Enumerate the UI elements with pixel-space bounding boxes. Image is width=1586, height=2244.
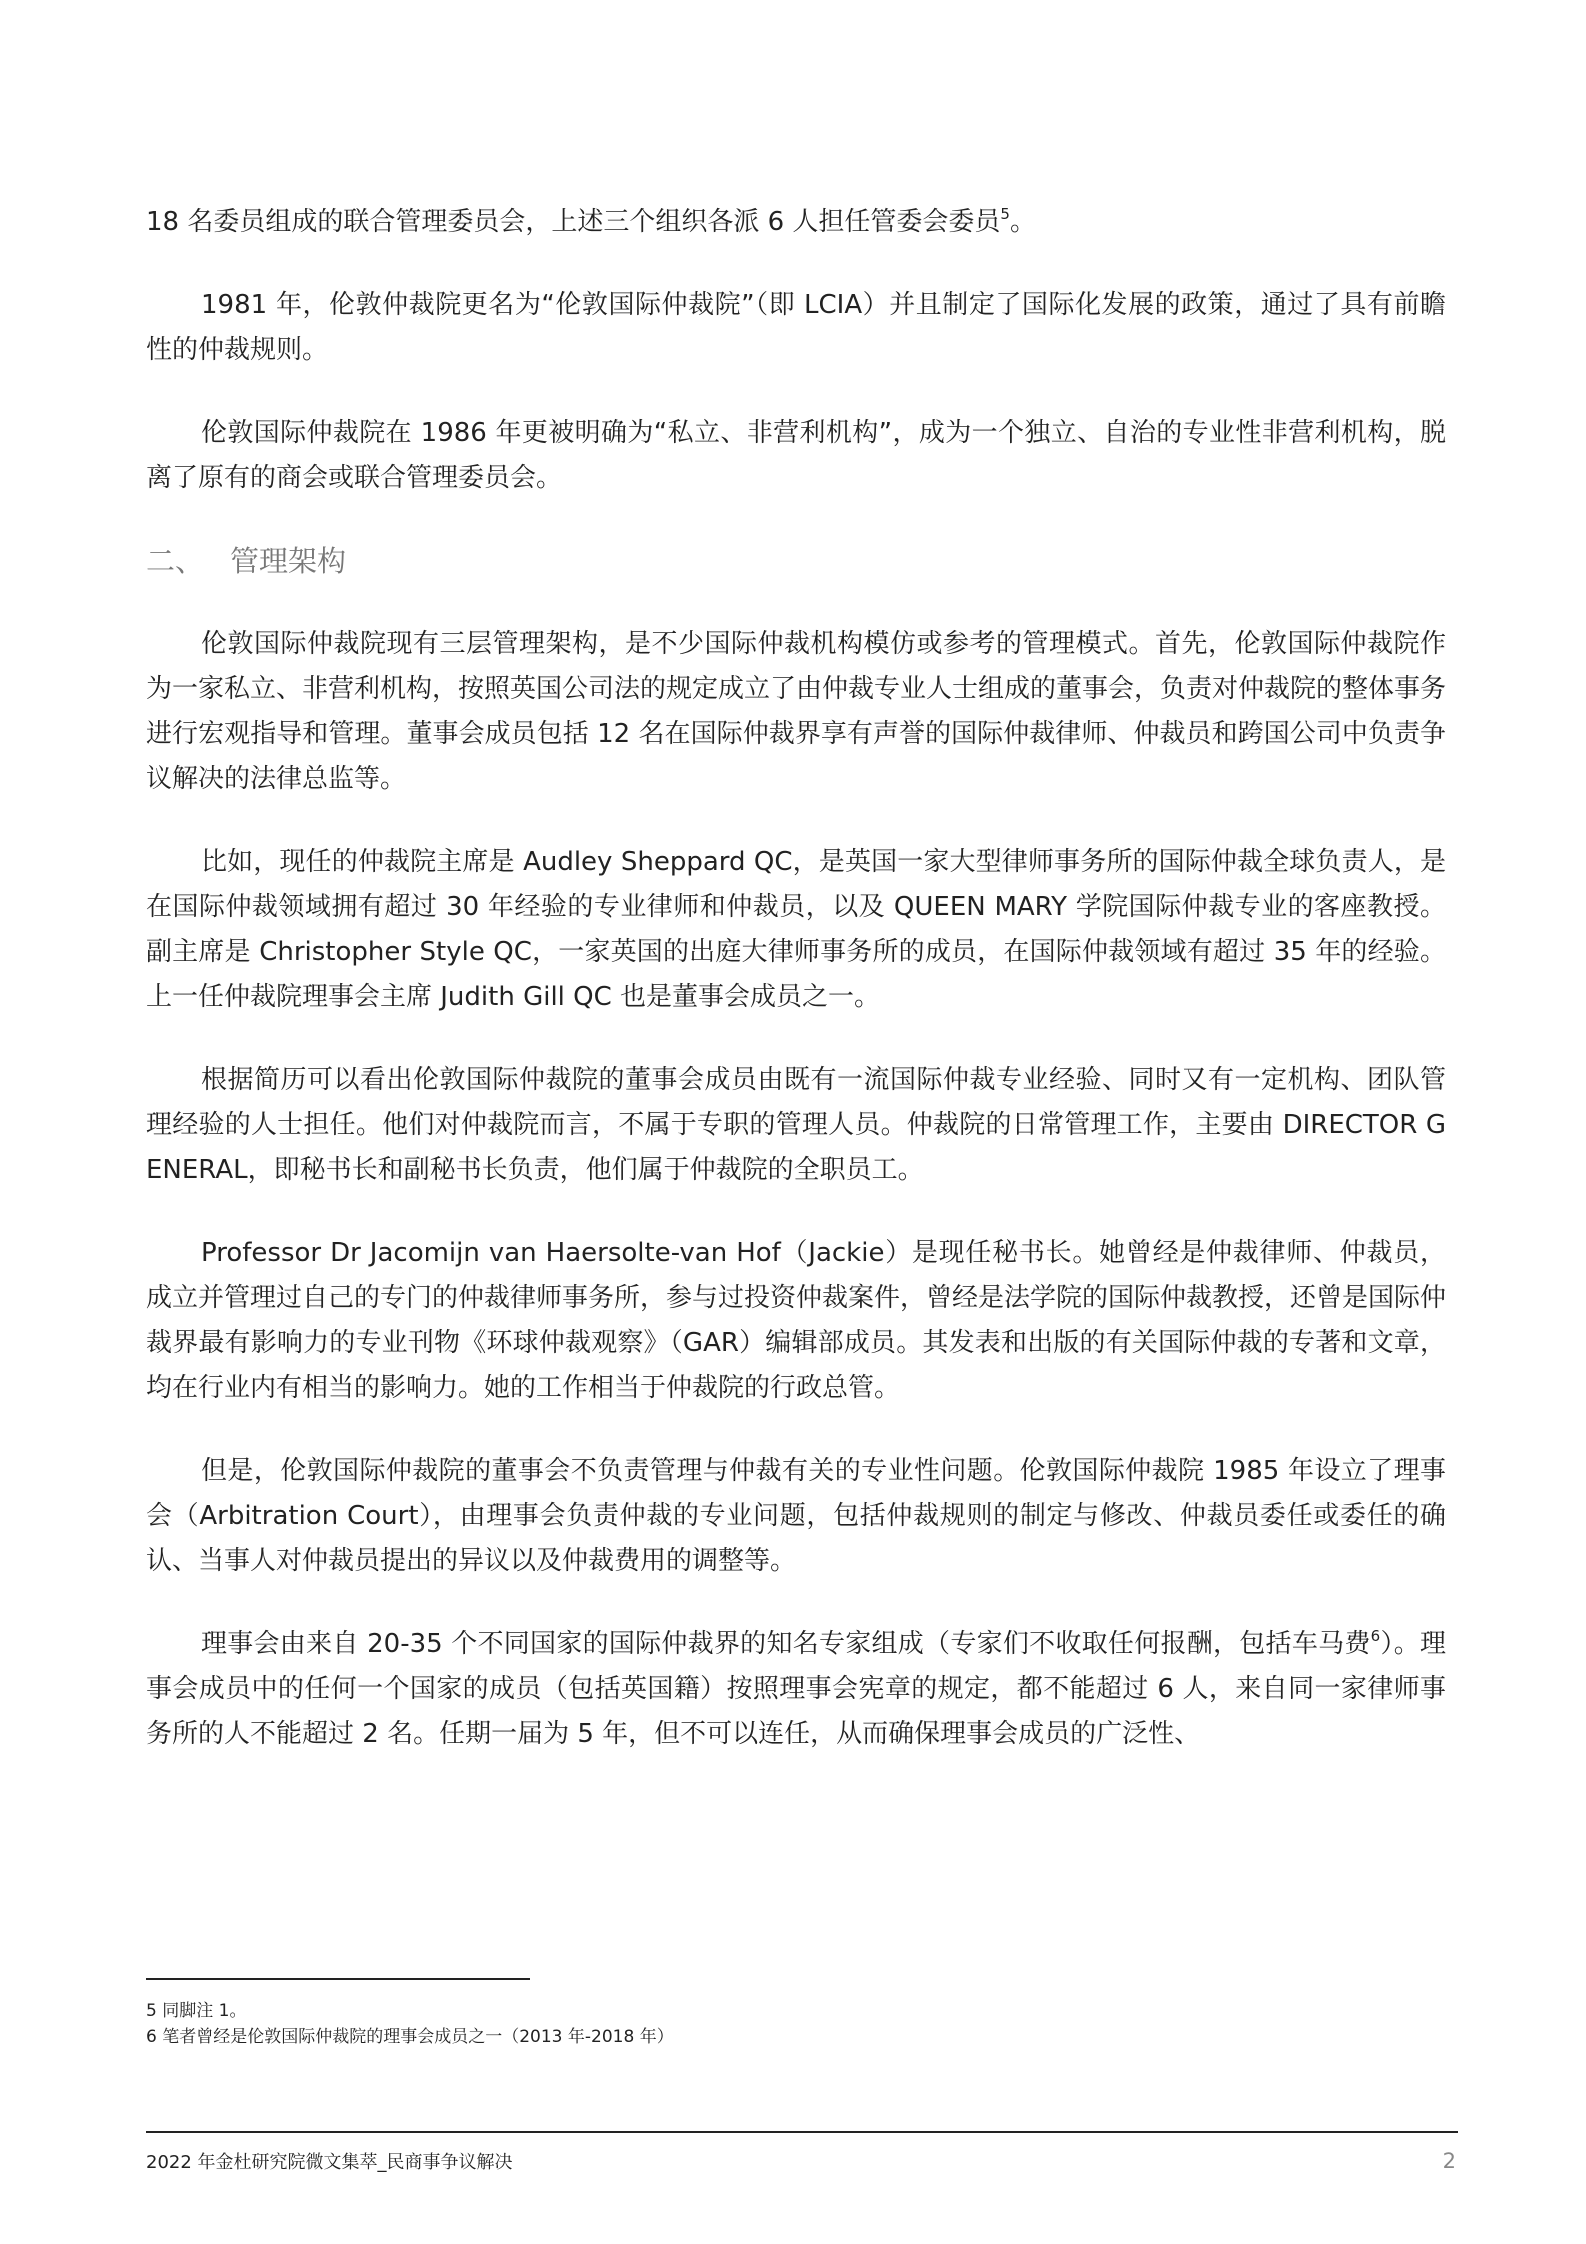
footnote-divider bbox=[146, 1978, 530, 1980]
paragraph-8: 但是，伦敦国际仲裁院的董事会不负责管理与仲裁有关的专业性问题。伦敦国际仲裁院 1985 年设立了理事会（Arbitration Court），由理事会负责仲裁的专业问题，包括仲裁规则的制定与修改、仲裁员委任或委任的确认、当事人对仲裁员提出的异议以及仲裁费用的调整等。 bbox=[146, 1456, 1446, 1576]
footer-divider bbox=[146, 2131, 1458, 2133]
paragraph-7: Professor Dr Jacomijn van Haersolte-van Hof（Jackie）是现任秘书长。她曾经是仲裁律师、仲裁员，成立并管理过自己的专门的仲裁律师事务所，参与过投资仲裁案件，曾经是法学院的国际仲裁教授，还曾是国际仲裁界最有影响力的专业刊物《环球仲裁观察》（GAR）编辑部成员。其发表和出版的有关国际仲裁的专著和文章，均在行业内有相当的影响力。她的工作相当于仲裁院的行政总管。 bbox=[146, 1238, 1447, 1403]
paragraph-9: 理事会由来自 20-35 个不同国家的国际仲裁界的知名专家组成（专家们不收取任何报酬，包括车马费$^6$）。理事会成员中的任何一个国家的成员（包括英国籍）按照理事会宪章的规定，都不能超过 6 人，来自同一家律师事务所的人不能超过 2 名。任期一届为 5 年，但不可以连任，从而确保理事会成员的广泛性、 bbox=[146, 1627, 1446, 1749]
paragraph-4: 伦敦国际仲裁院现有三层管理架构，是不少国际仲裁机构模仿或参考的管理模式。首先，伦敦国际仲裁院作为一家私立、非营利机构，按照英国公司法的规定成立了由仲裁专业人士组成的董事会，负责对仲裁院的整体事务进行宏观指导和管理。董事会成员包括 12 名在国际仲裁界享有声誉的国际仲裁律师、仲裁员和跨国公司中负责争议解决的法律总监等。 bbox=[146, 629, 1447, 794]
footnote-ref-5[interactable]: 5 bbox=[1000, 205, 1010, 223]
paragraph-1: 18 名委员组成的联合管理委员会，上述三个组织各派 6 人担任管委会委员$^5$。 bbox=[146, 205, 1036, 237]
paragraph-3: 伦敦国际仲裁院在 1986 年更被明确为“私立、非营利机构”，成为一个独立、自治的专业性非营利机构，脱离了原有的商会或联合管理委员会。 bbox=[146, 418, 1446, 493]
paragraph-2: 1981 年，伦敦仲裁院更名为“伦敦国际仲裁院”（即 LCIA）并且制定了国际化发展的政策，通过了具有前瞻性的仲裁规则。 bbox=[146, 290, 1446, 365]
footnote-ref-6[interactable]: 6 bbox=[1370, 1627, 1381, 1645]
footnote-6: 6 笔者曾经是伦敦国际仲裁院的理事会成员之一（2013 年-2018 年） bbox=[146, 2027, 674, 2047]
paragraph-6: 根据简历可以看出伦敦国际仲裁院的董事会成员由既有一流国际仲裁专业经验、同时又有一定机构、团队管理经验的人士担任。他们对仲裁院而言，不属于专职的管理人员。仲裁院的日常管理工作，主要由 DIRECTOR GENERAL，即秘书长和副秘书长负责，他们属于仲裁院的全职员工。 bbox=[146, 1065, 1446, 1185]
footer-title: 2022 年金杜研究院微文集萃_民商事争议解决 bbox=[146, 2152, 513, 2173]
section-title: 管理架构 bbox=[230, 544, 347, 578]
section-heading bbox=[146, 539, 1446, 584]
footnotes bbox=[146, 1998, 1446, 2050]
page-number: 2 bbox=[1442, 2149, 1456, 2173]
section-number: 二、 bbox=[146, 544, 205, 578]
body-content bbox=[146, 200, 1446, 1795]
footnote-5: 5 同脚注 1。 bbox=[146, 2001, 247, 2021]
paragraph-5: 比如，现任的仲裁院主席是 Audley Sheppard QC，是英国一家大型律师事务所的国际仲裁全球负责人，是在国际仲裁领域拥有超过 30 年经验的专业律师和仲裁员，以及 QUEEN MARY 学院国际仲裁专业的客座教授。副主席是 Christopher Style QC，一家英国的出庭大律师事务所的成员，在国际仲裁领域有超过 35 年的经验。上一任仲裁院理事会主席 Judith Gill QC 也是董事会成员之一。 bbox=[146, 847, 1446, 1012]
